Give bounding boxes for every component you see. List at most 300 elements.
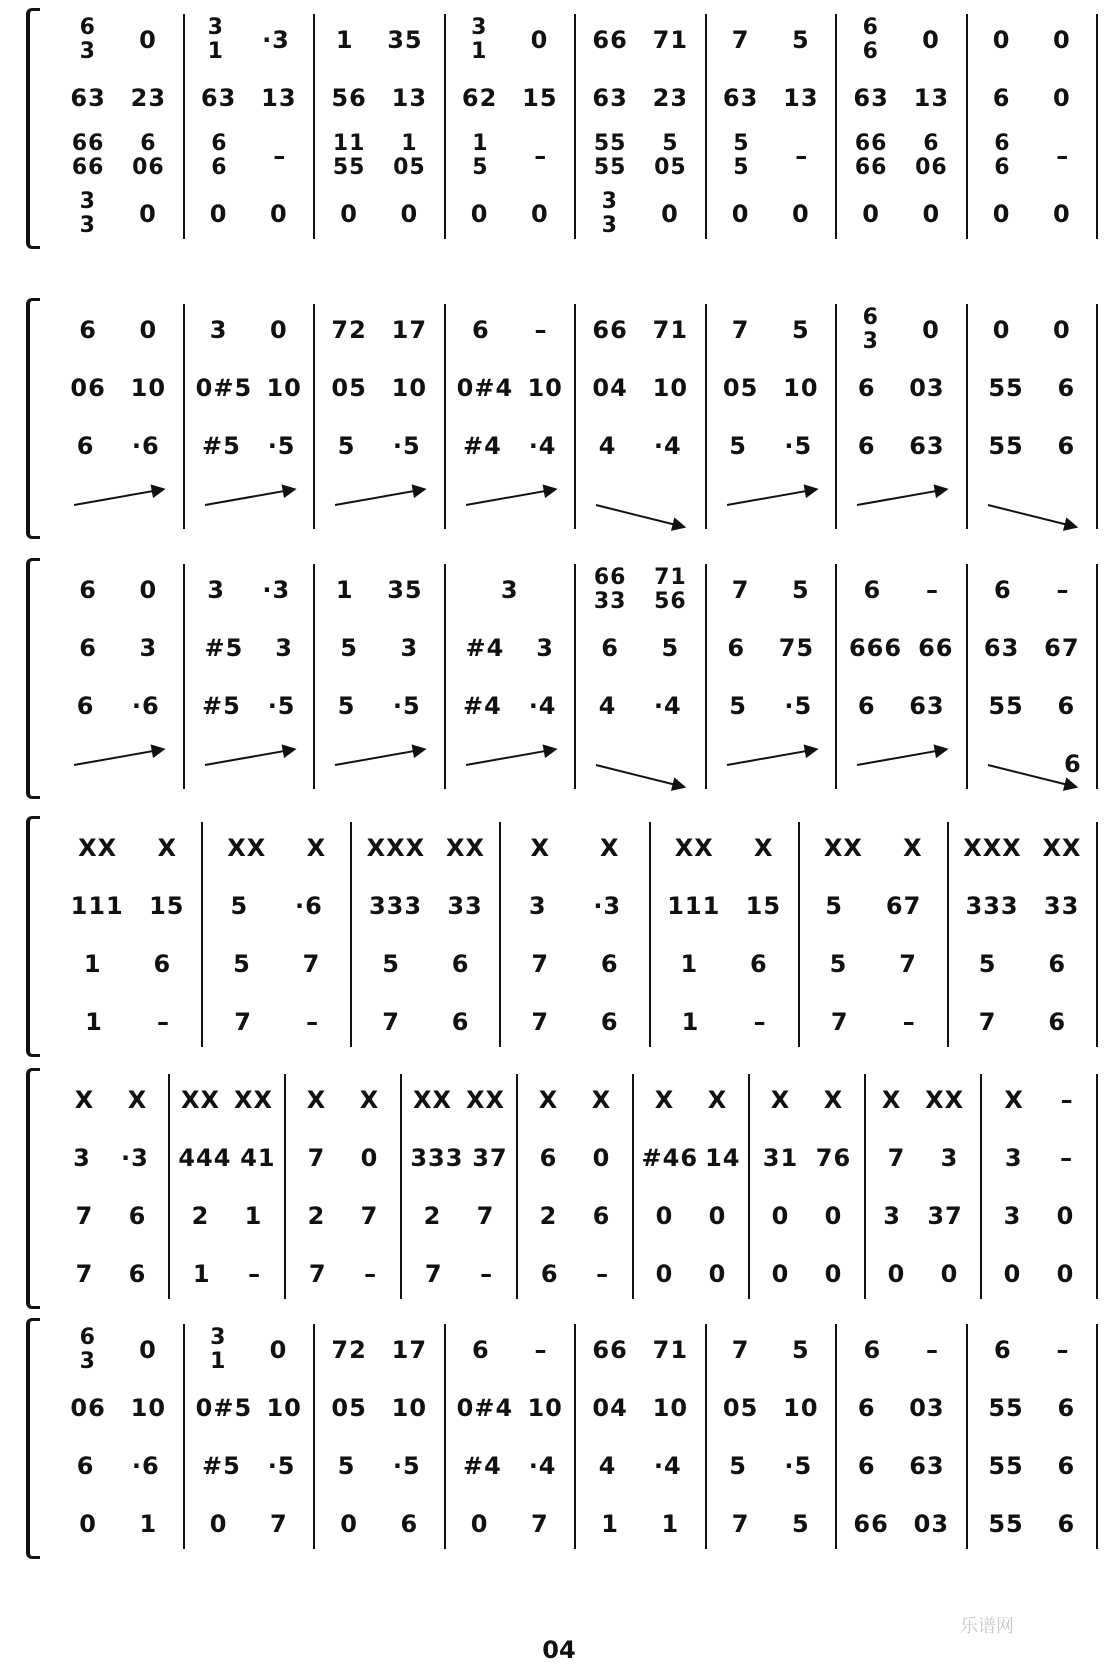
- note-group: 0: [530, 26, 549, 54]
- measure-cell: [450, 1438, 571, 1494]
- note-group: 55: [988, 692, 1024, 720]
- note-group: 13: [261, 84, 297, 112]
- measure-cell: [953, 820, 1092, 876]
- note-group: 0: [922, 26, 940, 54]
- note-group: 7: [308, 1260, 327, 1288]
- measure-cell: [841, 678, 962, 734]
- note-group: 0: [655, 1202, 674, 1230]
- measure-cell: [711, 620, 832, 676]
- note-group: 10: [527, 374, 563, 402]
- glide-arrow: [74, 488, 163, 506]
- measure-cell: [58, 1380, 179, 1436]
- note-group: ·5: [267, 1452, 296, 1480]
- note-group: 0#4: [456, 374, 514, 402]
- note-group: 7: [830, 1008, 849, 1036]
- measure-cell: [450, 1496, 571, 1552]
- measure-cell: [356, 878, 495, 934]
- note-group: XXX: [963, 834, 1022, 862]
- measure-cell: [754, 1072, 860, 1128]
- note-group: 1: [83, 950, 102, 978]
- note-group: 0: [1053, 200, 1071, 228]
- note-group: 5: [661, 634, 680, 662]
- note-group: –: [902, 1008, 916, 1036]
- note-group: 5: [792, 316, 810, 344]
- staff-row: [54, 186, 1098, 242]
- measure-cell: [711, 1496, 832, 1552]
- score-system: [20, 1060, 1098, 1305]
- measure-cell: [841, 562, 962, 618]
- measure-cell: [754, 1246, 860, 1302]
- note-group: 03: [909, 374, 945, 402]
- note-group: 5: [337, 692, 356, 720]
- stacked-note: 3: [471, 15, 488, 40]
- note-group: [915, 132, 948, 180]
- note-group: ·4: [528, 1452, 557, 1480]
- note-group: 3: [940, 1144, 959, 1172]
- measure-cell: [986, 1188, 1092, 1244]
- note-group: 333: [965, 892, 1019, 920]
- note-group: ·4: [528, 692, 557, 720]
- measure-cell: [505, 878, 644, 934]
- note-group: 04: [592, 374, 628, 402]
- score-system: [20, 1310, 1098, 1555]
- note-group: 7: [382, 1008, 400, 1036]
- note-group: 0: [269, 1336, 288, 1364]
- measure-cell: [580, 1496, 701, 1552]
- note-group: 05: [722, 374, 759, 402]
- note-group: 6: [750, 950, 768, 978]
- note-group: XX: [227, 834, 267, 862]
- note-group: 66: [592, 316, 628, 344]
- note-group: 0: [708, 1260, 727, 1288]
- note-group: [855, 132, 888, 180]
- measure-cell: [174, 1246, 280, 1302]
- note-group: –: [1056, 142, 1070, 170]
- note-group: 63: [853, 84, 889, 112]
- note-group: 1: [335, 26, 354, 54]
- note-group: 72: [331, 316, 367, 344]
- note-group: 04: [592, 1394, 628, 1422]
- staff-row: [54, 1322, 1098, 1378]
- note-group: 1: [681, 1008, 700, 1036]
- measure-cell: [450, 620, 571, 676]
- note-group: 6: [76, 432, 95, 460]
- note-group: 6: [128, 1202, 147, 1230]
- note-group: 7: [978, 1008, 997, 1036]
- measure-cell: [841, 1380, 962, 1436]
- measure-cell: [450, 302, 571, 358]
- note-group: 7: [531, 1008, 550, 1036]
- note-group: 6: [540, 1260, 559, 1288]
- measure-cell: [580, 302, 701, 358]
- measure-cell: [319, 186, 440, 242]
- note-group: 3: [536, 634, 554, 662]
- measure-cell: [870, 1246, 976, 1302]
- stacked-note: 5: [662, 131, 679, 156]
- note-group: X: [538, 1086, 559, 1114]
- note-group: [863, 306, 879, 354]
- note-group: X: [754, 834, 774, 862]
- stacked-note: 66: [854, 131, 888, 156]
- note-group: 0: [1053, 84, 1071, 112]
- note-group: 03: [913, 1510, 950, 1538]
- note-group: 6: [79, 634, 97, 662]
- note-group: X: [903, 834, 923, 862]
- stacked-note: 1: [207, 39, 224, 64]
- stacked-note: 3: [79, 39, 96, 64]
- measure-cell: [522, 1246, 628, 1302]
- measure-cell: [189, 186, 310, 242]
- measure-cell: [841, 302, 962, 358]
- note-group: 5: [337, 432, 356, 460]
- measure-cell: [972, 1380, 1093, 1436]
- note-group: 71: [652, 1336, 689, 1364]
- note-group: 2: [423, 1202, 442, 1230]
- note-group: 05: [331, 1394, 367, 1422]
- measure-cell: [972, 1438, 1093, 1494]
- measure-cell: [189, 1496, 310, 1552]
- note-group: 6: [600, 1008, 619, 1036]
- note-group: ·5: [267, 692, 296, 720]
- measure-cell: [58, 186, 179, 242]
- measure-cell: [655, 994, 794, 1050]
- note-group: 66: [853, 1510, 889, 1538]
- note-group: –: [364, 1260, 378, 1288]
- staff-row: [54, 994, 1098, 1050]
- note-group: [471, 16, 487, 64]
- measure-cell: [972, 186, 1093, 242]
- measure-cell: [356, 936, 495, 992]
- note-group: 6: [857, 432, 876, 460]
- note-group: 6: [451, 950, 470, 978]
- measure-cell: [711, 562, 832, 618]
- stacked-note: 11: [332, 131, 366, 156]
- measure-cell: [841, 186, 962, 242]
- note-group: X: [157, 834, 177, 862]
- glide-arrow: [465, 488, 554, 506]
- note-group: 0: [360, 1144, 379, 1172]
- staff-row: [54, 620, 1098, 676]
- note-group: 55: [988, 1510, 1024, 1538]
- measure-cell: [406, 1246, 512, 1302]
- note-group: 7: [731, 1336, 750, 1364]
- measure-cell: [972, 620, 1093, 676]
- measure-cell: [972, 562, 1093, 618]
- stacked-note: 66: [71, 155, 105, 180]
- note-group: 1: [139, 1510, 158, 1538]
- system-bracket: [26, 298, 40, 539]
- staff-row: [54, 128, 1098, 184]
- note-group: [80, 16, 96, 64]
- measure-cell: [189, 1438, 310, 1494]
- note-group: 6: [76, 1452, 95, 1480]
- note-group: 10: [130, 374, 167, 402]
- note-group: 7: [424, 1260, 443, 1288]
- measure-cell: [972, 1322, 1093, 1378]
- note-group: #4: [462, 1452, 502, 1480]
- note-group: [733, 132, 749, 180]
- note-group: ·6: [295, 892, 323, 920]
- staff-row: [54, 1496, 1098, 1552]
- note-group: X: [530, 834, 550, 862]
- note-group: –: [534, 142, 548, 170]
- measure-cell: [319, 128, 440, 184]
- note-group: –: [157, 1008, 171, 1036]
- note-group: #5: [201, 432, 241, 460]
- measure-cell: [638, 1246, 744, 1302]
- note-group: ·5: [784, 692, 813, 720]
- measure-cell: [522, 1188, 628, 1244]
- note-group: 7: [731, 576, 750, 604]
- note-group: 3: [500, 576, 519, 604]
- note-group: 1: [680, 950, 699, 978]
- note-group: 6: [471, 316, 490, 344]
- stacked-note: 5: [472, 155, 489, 180]
- note-group: –: [1056, 576, 1070, 604]
- note-group: 6: [539, 1144, 558, 1172]
- measure-cell: [207, 878, 346, 934]
- note-group: 37: [927, 1202, 963, 1230]
- note-group: 14: [705, 1144, 741, 1172]
- measure-cell: [319, 1322, 440, 1378]
- note-group: 4: [598, 692, 617, 720]
- note-group: [72, 132, 105, 180]
- note-group: 33: [1043, 892, 1080, 920]
- note-group: X: [306, 1086, 327, 1114]
- note-group: 17: [391, 1336, 428, 1364]
- staff-row: [54, 476, 1098, 532]
- measure-cell: [841, 620, 962, 676]
- note-group: 0: [1053, 26, 1071, 54]
- note-group: 66: [592, 26, 628, 54]
- measure-cell: [58, 562, 179, 618]
- measure-cell: [841, 128, 962, 184]
- note-group: 6: [1048, 1008, 1067, 1036]
- measure-cell: [580, 562, 701, 618]
- note-group: 15: [149, 892, 185, 920]
- note-group: [863, 16, 879, 64]
- measure-cell: [189, 360, 310, 416]
- note-group: 6: [592, 1202, 611, 1230]
- note-group: 5: [829, 950, 848, 978]
- note-group: 10: [266, 1394, 302, 1422]
- note-group: 0: [922, 200, 941, 228]
- note-group: –: [306, 1008, 320, 1036]
- measure-cell: [189, 620, 310, 676]
- stacked-note: 1: [472, 131, 489, 156]
- note-group: X: [707, 1086, 728, 1114]
- note-group: 5: [729, 692, 747, 720]
- measure-cell: [58, 820, 197, 876]
- staff-row: [54, 878, 1098, 934]
- note-group: 0: [139, 1336, 157, 1364]
- staff-row: [54, 1380, 1098, 1436]
- measure-cell: [58, 360, 179, 416]
- measure-cell: [711, 1380, 832, 1436]
- measure-cell: [319, 302, 440, 358]
- note-group: 333: [410, 1144, 464, 1172]
- measure-cell: [841, 418, 962, 474]
- note-group: 63: [70, 84, 106, 112]
- stacked-note: 6: [211, 131, 228, 156]
- measure-cell: [953, 994, 1092, 1050]
- note-group: [594, 566, 627, 614]
- note-group: [472, 132, 488, 180]
- measure-cell: [841, 1496, 962, 1552]
- note-group: 5: [978, 950, 997, 978]
- measure-cell: [189, 128, 310, 184]
- system-bracket: [26, 816, 40, 1057]
- note-group: 0: [992, 200, 1011, 228]
- note: 6: [1064, 750, 1081, 778]
- note-group: 6: [993, 576, 1012, 604]
- note-group: 5: [792, 576, 810, 604]
- note-group: 7: [887, 1144, 906, 1172]
- measure-cell: [505, 820, 644, 876]
- measure-cell: [986, 1072, 1092, 1128]
- measure-cell: [58, 1072, 164, 1128]
- note-group: 66: [918, 634, 954, 662]
- measure-cell: [711, 418, 832, 474]
- measure-cell: [58, 994, 197, 1050]
- measure-cell: [505, 994, 644, 1050]
- note-group: 7: [307, 1144, 326, 1172]
- note-group: –: [534, 316, 548, 344]
- measure-cell: [319, 70, 440, 126]
- glide-arrow: [335, 488, 424, 506]
- staff-row: [54, 820, 1098, 876]
- measure-cell: [406, 1072, 512, 1128]
- measure-cell: [870, 1130, 976, 1186]
- measure-cell: [450, 128, 571, 184]
- note-group: 6: [471, 1336, 490, 1364]
- measure-cell: [580, 70, 701, 126]
- measure-cell: [290, 1072, 396, 1128]
- measure-cell: [58, 1438, 179, 1494]
- note-group: 0: [771, 1260, 790, 1288]
- measure-cell: [356, 820, 495, 876]
- measure-cell: [754, 1188, 860, 1244]
- score-system: [20, 290, 1098, 535]
- stacked-note: 3: [210, 1325, 227, 1350]
- note-group: 3: [275, 634, 293, 662]
- note-group: 6: [1057, 692, 1076, 720]
- measure-cell: [174, 1188, 280, 1244]
- staff-row: [54, 418, 1098, 474]
- note-group: ·3: [262, 576, 291, 604]
- system-bracket: [26, 1068, 40, 1309]
- note-group: 6: [79, 576, 97, 604]
- measure-cell: [290, 1246, 396, 1302]
- measure-cell: [711, 678, 832, 734]
- stacked-note: 05: [654, 155, 687, 180]
- note-group: 3: [1003, 1202, 1022, 1230]
- note-group: 10: [783, 374, 819, 402]
- note-group: 0: [1053, 316, 1071, 344]
- measure-cell: [58, 418, 179, 474]
- measure-cell: [841, 70, 962, 126]
- measure-cell: [58, 620, 179, 676]
- note-group: #5: [201, 1452, 241, 1480]
- stacked-note: 6: [140, 131, 157, 156]
- note-group: –: [1056, 1336, 1070, 1364]
- note-group: 3: [73, 1144, 91, 1172]
- note-group: 2: [307, 1202, 326, 1230]
- note-group: 4: [598, 1452, 617, 1480]
- measure-cell: [450, 186, 571, 242]
- glide-arrow: [857, 748, 946, 766]
- note-group: [132, 132, 165, 180]
- measure-cell: [972, 12, 1093, 68]
- note-group: 6: [857, 1394, 876, 1422]
- note-group: 62: [461, 84, 498, 112]
- note-group: 5: [792, 1510, 810, 1538]
- note-group: 0: [887, 1260, 906, 1288]
- stacked-note: 6: [862, 305, 879, 330]
- note-group: –: [534, 1336, 548, 1364]
- note-group: 6: [727, 634, 746, 662]
- note-group: XX: [233, 1086, 273, 1114]
- note-group: 0: [270, 200, 288, 228]
- measure-cell: [986, 1246, 1092, 1302]
- measure-cell: [580, 12, 701, 68]
- glide-arrow: [335, 748, 424, 766]
- measure-cell: [711, 128, 832, 184]
- measure-cell: [711, 70, 832, 126]
- note-group: XX: [445, 834, 485, 862]
- note-group: 10: [783, 1394, 819, 1422]
- system-bracket: [26, 8, 40, 249]
- note-group: 7: [731, 26, 750, 54]
- measure-cell: [711, 1438, 832, 1494]
- note-group: 0: [1003, 1260, 1022, 1288]
- note-group: X: [591, 1086, 612, 1114]
- stacked-note: 6: [994, 155, 1011, 180]
- note-group: [211, 132, 227, 180]
- note-group: 55: [988, 1452, 1024, 1480]
- note-group: 2: [191, 1202, 210, 1230]
- note-group: 6: [1057, 1510, 1076, 1538]
- note-group: 5: [230, 892, 249, 920]
- note-group: 0: [139, 576, 158, 604]
- stacked-note: 6: [211, 155, 228, 180]
- note-group: 72: [331, 1336, 367, 1364]
- stacked-note: 6: [79, 15, 96, 40]
- note-group: 71: [652, 26, 689, 54]
- measure-cell: [953, 936, 1092, 992]
- staff-row: [54, 736, 1098, 792]
- system-bracket: [26, 558, 40, 799]
- note-group: 3: [207, 576, 225, 604]
- note-group: 666: [848, 634, 903, 662]
- measure-cell: [972, 1496, 1093, 1552]
- note-group: 7: [270, 1510, 288, 1538]
- stacked-note: 05: [393, 155, 426, 180]
- measure-cell: [58, 70, 179, 126]
- note-group: 33: [447, 892, 483, 920]
- glide-arrow: [204, 748, 293, 766]
- note-group: 06: [70, 1394, 106, 1422]
- note-group: 5: [233, 950, 251, 978]
- note-group: 0: [139, 26, 157, 54]
- stacked-note: 1: [471, 39, 488, 64]
- note-group: 0: [922, 316, 940, 344]
- note-group: 1: [335, 576, 354, 604]
- measure-cell: [580, 1322, 701, 1378]
- note-group: 15: [745, 892, 782, 920]
- note-group: 55: [988, 374, 1024, 402]
- note-group: 5: [340, 634, 358, 662]
